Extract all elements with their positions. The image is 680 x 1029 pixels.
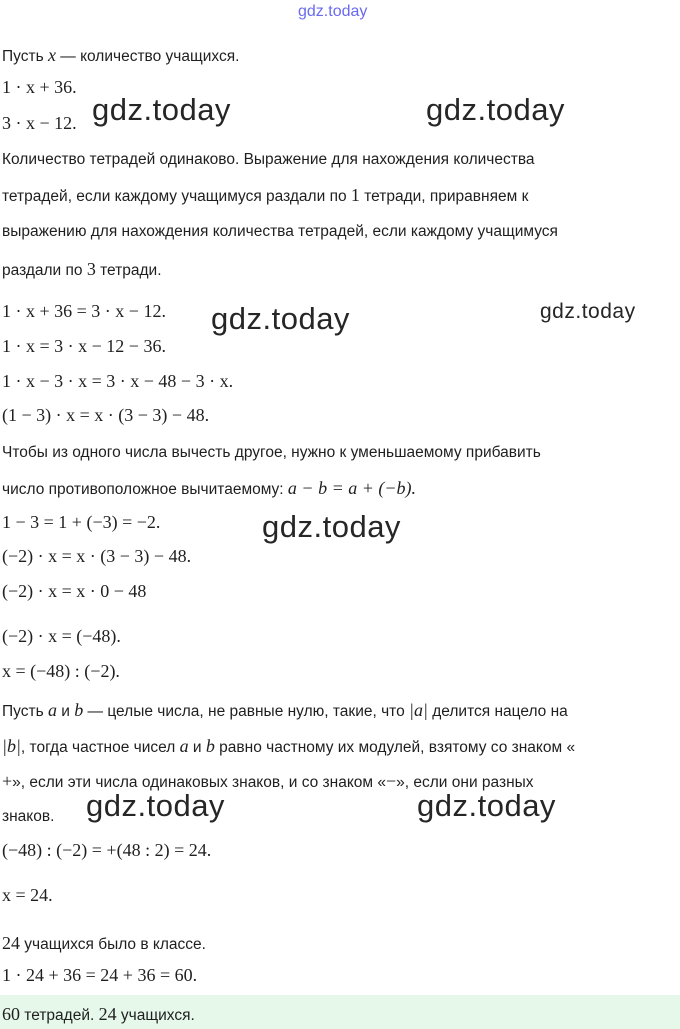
paragraph-line — [2, 933, 206, 954]
text: равно частному их модулей, взятому со знаком « — [214, 739, 576, 756]
var-a: a — [179, 736, 189, 756]
paragraph-line — [2, 736, 575, 757]
minus-sign: − — [386, 771, 397, 791]
paragraph-line — [2, 478, 416, 499]
text: », если эти числа одинаковых знаков, и со знаком « — [12, 774, 386, 791]
expr-2: 3 · x − 12. — [2, 113, 77, 133]
equation: 1 − 3 = 1 + (−3) = −2. — [2, 512, 161, 532]
text: раздали по — [2, 262, 87, 279]
text: Пусть — [2, 703, 48, 720]
paragraph-line — [2, 185, 528, 206]
text: , тогда частное чисел — [20, 739, 180, 756]
number: 60 — [2, 1004, 20, 1024]
paragraph-line: выражению для нахождения количества тетрадей, если каждому учащимуся — [2, 223, 558, 240]
plus-sign: + — [2, 771, 13, 791]
var-b: b — [74, 700, 84, 720]
number: 3 — [86, 259, 96, 279]
expr-1: 1 · x + 36. — [2, 77, 77, 97]
text: учащихся. — [116, 1007, 195, 1024]
paragraph-line — [2, 259, 162, 280]
text: и — [188, 739, 206, 756]
var-b: b — [205, 736, 215, 756]
answer-line — [2, 1004, 195, 1025]
equation: (−48) : (−2) = +(48 : 2) = 24. — [2, 840, 212, 860]
watermark: gdz.today — [417, 788, 556, 823]
equation: x = 24. — [2, 885, 53, 905]
abs-a: |a| — [409, 700, 428, 720]
text: и — [56, 703, 75, 720]
number: 24 — [98, 1004, 117, 1024]
equation: (−2) · x = x · (3 − 3) − 48. — [2, 546, 192, 566]
answer-box — [0, 995, 680, 1029]
var-a: a — [47, 700, 57, 720]
watermark: gdz.today — [540, 300, 636, 323]
watermark: gdz.today — [86, 788, 225, 823]
equation: 1 · x = 3 · x − 12 − 36. — [2, 336, 166, 356]
text: тетрадей, если каждому учащимуся раздали по — [2, 188, 351, 205]
equation: 1 · x + 36 = 3 · x − 12. — [2, 301, 166, 321]
text: », если они разных — [396, 774, 534, 791]
equation: 1 · 24 + 36 = 24 + 36 = 60. — [2, 965, 198, 985]
line-let-x — [2, 45, 239, 66]
watermark: gdz.today — [92, 92, 231, 127]
paragraph-line: Количество тетрадей одинаково. Выражение для нахождения количества — [2, 151, 535, 168]
text: тетрадей. — [20, 1007, 99, 1024]
equation: x = (−48) : (−2). — [2, 661, 120, 681]
number: 1 — [350, 185, 360, 205]
text: — целые числа, не равные нулю, такие, что — [83, 703, 410, 720]
watermark: gdz.today — [426, 92, 565, 127]
text: учащихся было в классе. — [20, 936, 206, 953]
equation: (−2) · x = x · 0 − 48 — [2, 581, 147, 601]
rule-formula: a − b = a + (−b). — [287, 478, 416, 498]
equation: (1 − 3) · x = x · (3 − 3) − 48. — [2, 405, 210, 425]
text: тетради, приравняем к — [359, 188, 529, 205]
text: тетради. — [95, 262, 162, 279]
watermark: gdz.today — [262, 509, 401, 544]
header-watermark: gdz.today — [298, 3, 368, 20]
equation: (−2) · x = (−48). — [2, 626, 121, 646]
text: число противоположное вычитаемому: — [2, 481, 288, 498]
abs-b: |b| — [2, 736, 21, 756]
var-x: x — [47, 45, 56, 65]
text: Пусть — [2, 48, 48, 65]
paragraph-line: Чтобы из одного числа вычесть другое, нужно к уменьшаемому прибавить — [2, 444, 541, 461]
text: делится нацело на — [427, 703, 568, 720]
text: — количество учащихся. — [55, 48, 240, 65]
number: 24 — [2, 933, 20, 953]
paragraph-line: знаков. — [2, 808, 55, 825]
equation: 1 · x − 3 · x = 3 · x − 48 − 3 · x. — [2, 371, 234, 391]
watermark: gdz.today — [211, 301, 350, 336]
paragraph-line — [2, 700, 568, 721]
